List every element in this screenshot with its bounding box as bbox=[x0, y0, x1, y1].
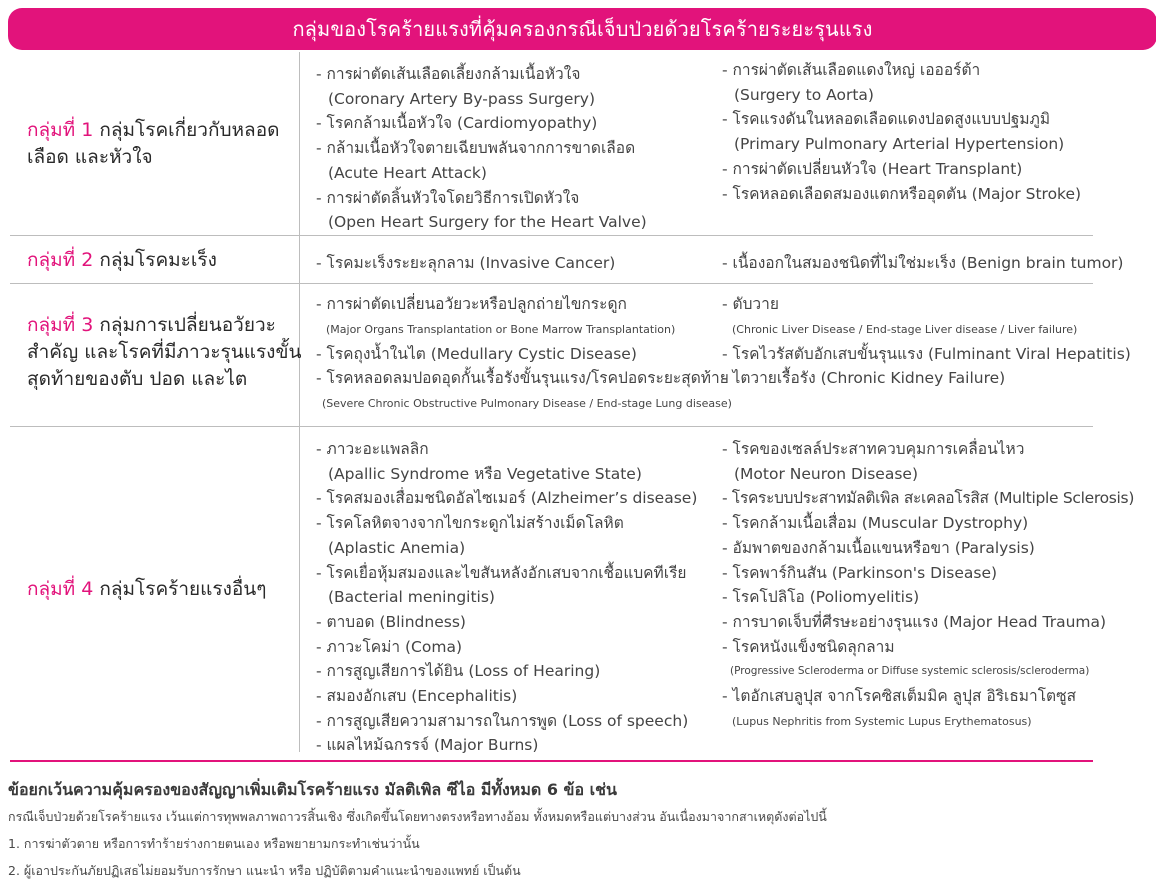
list-item: - การผ่าตัดเส้นเลือดแดงใหญ่ เอออร์ต้า bbox=[722, 61, 981, 79]
right-list bbox=[722, 437, 1134, 734]
group-title: กลุ่มโรคมะเร็ง bbox=[93, 248, 217, 271]
group-number: กลุ่มที่ 4 bbox=[27, 578, 94, 600]
list-item: - ตับวาย bbox=[722, 295, 779, 313]
list-item: - โรคถุงน้ำในไต (Medullary Cystic Disease) bbox=[316, 344, 637, 363]
list-item: (Coronary Artery By-pass Surgery) bbox=[328, 89, 595, 108]
list-item: (Primary Pulmonary Arterial Hypertension) bbox=[734, 135, 1065, 154]
group-row-3 bbox=[10, 284, 1131, 427]
group-number: กลุ่มที่ 2 bbox=[27, 248, 94, 271]
list-item: - โรคหลอดลมปอดอุดกั้นเรื้อรังขั้นรุนแรง/โรคปอดระยะสุดท้าย bbox=[316, 369, 729, 388]
list-item: - แผลไหม้ฉกรรจ์ (Major Burns) bbox=[316, 736, 539, 755]
group-number: กลุ่มที่ 3 bbox=[27, 313, 94, 336]
group-title: กลุ่มโรคเกี่ยวกับหลอดเลือด และหัวใจ bbox=[27, 119, 280, 168]
group-title: กลุ่มการเปลี่ยนอวัยวะสำคัญ และโรคที่มีภาวะรุนแรงขั้นสุดท้ายของตับ ปอด และไต bbox=[27, 313, 302, 390]
group-label-4 bbox=[27, 427, 299, 752]
list-item: - โรคระบบประสาทมัลติเพิล สะเคลอโรสิส (Multiple Sclerosis) bbox=[722, 489, 1135, 508]
right-list bbox=[722, 292, 1131, 391]
left-list bbox=[316, 292, 732, 416]
list-item: - การสูญเสียความสามารถในการพูด (Loss of speech) bbox=[316, 711, 689, 730]
column-divider bbox=[299, 52, 300, 236]
left-list bbox=[316, 251, 615, 276]
exclusion-item-2: 2. ผู้เอาประกันภัยปฏิเสธไม่ยอมรับการรักษา แนะนำ หรือ ปฏิบัติตามคำแนะนำของแพทย์ เป็นต้น bbox=[8, 863, 521, 878]
right-list bbox=[722, 251, 1123, 276]
list-item: - การผ่าตัดเปลี่ยนหัวใจ (Heart Transplant) bbox=[722, 159, 1023, 178]
group-title: กลุ่มโรคร้ายแรงอื่นๆ bbox=[93, 578, 267, 600]
group-row-1 bbox=[10, 52, 1093, 236]
list-item: - ภาวะโคม่า (Coma) bbox=[316, 637, 463, 656]
list-item: - ไตวายเรื้อรัง (Chronic Kidney Failure) bbox=[722, 369, 1006, 388]
list-item: (Major Organs Transplantation or Bone Marrow Transplantation) bbox=[326, 322, 676, 336]
group-label-3 bbox=[27, 290, 312, 414]
list-item: (Surgery to Aorta) bbox=[734, 85, 874, 104]
list-item: - ตาบอด (Blindness) bbox=[316, 612, 466, 631]
list-item: (Bacterial meningitis) bbox=[328, 588, 495, 607]
group-row-2 bbox=[10, 236, 1124, 284]
accent-divider bbox=[10, 760, 1093, 762]
table-header-bar bbox=[8, 8, 1156, 50]
list-item: (Aplastic Anemia) bbox=[328, 538, 466, 557]
list-item: (Severe Chronic Obstructive Pulmonary Disease / End-stage Lung disease) bbox=[322, 397, 732, 411]
list-item: - โรคแรงดันในหลอดเลือดแดงปอดสูงแบบปฐมภูมิ bbox=[722, 110, 1051, 129]
group-number: กลุ่มที่ 1 bbox=[27, 119, 94, 141]
list-item: - การสูญเสียการได้ยิน (Loss of Hearing) bbox=[316, 662, 601, 681]
column-divider bbox=[299, 427, 300, 752]
list-item: - โรคพาร์กินสัน (Parkinson's Disease) bbox=[722, 563, 998, 582]
list-item: - ไตอักเสบลูปุส จากโรคซิสเต็มมิค ลูปุส อิริเธมาโตซูส bbox=[722, 687, 1077, 706]
exclusions-title: ข้อยกเว้นความคุ้มครองของสัญญาเพิ่มเติมโรคร้ายแรง มัลติเพิล ซีไอ มีทั้งหมด 6 ข้อ เช่น bbox=[8, 780, 617, 799]
exclusions-intro: กรณีเจ็บป่วยด้วยโรคร้ายแรง เว้นแต่การทุพพลภาพถาวรสิ้นเชิง ซึ่งเกิดขึ้นโดยทางตรงหรือทางอ้อม ทั้งหมดหรือแต่บางส่วน อันเนื่องมาจากสาเหตุดังต่อไปนี้ bbox=[8, 809, 827, 824]
list-item: (Progressive Scleroderma or Diffuse systemic sclerosis/scleroderma) bbox=[730, 665, 1090, 678]
list-item: - โรคของเซลล์ประสาทควบคุมการเคลื่อนไหว bbox=[722, 440, 1025, 458]
list-item: - เนื้องอกในสมองชนิดที่ไม่ใช่มะเร็ง (Benign brain tumor) bbox=[722, 254, 1124, 272]
group-row-4 bbox=[10, 427, 1135, 755]
list-item: - กล้ามเนื้อหัวใจตายเฉียบพลันจากการขาดเลือด bbox=[316, 139, 636, 158]
list-item: (Chronic Liver Disease / End-stage Liver disease / Liver failure) bbox=[732, 322, 1078, 336]
left-list bbox=[316, 62, 647, 235]
list-item: - การผ่าตัดลิ้นหัวใจโดยวิธีการเปิดหัวใจ bbox=[316, 188, 580, 207]
list-item: - การผ่าตัดเปลี่ยนอวัยวะหรือปลูกถ่ายไขกระดูก bbox=[316, 295, 627, 313]
list-item: (Apallic Syndrome หรือ Vegetative State) bbox=[328, 464, 642, 483]
list-item: - โรคโปลิโอ (Poliomyelitis) bbox=[722, 588, 920, 607]
list-item: - โรคกล้ามเนื้อเสื่อม (Muscular Dystrophy) bbox=[722, 514, 1029, 533]
group-label-2 bbox=[27, 236, 299, 284]
list-item: - การผ่าตัดเส้นเลือดเลี้ยงกล้ามเนื้อหัวใจ bbox=[316, 65, 581, 83]
list-item: (Open Heart Surgery for the Heart Valve) bbox=[328, 213, 647, 232]
list-item: - โรคสมองเสื่อมชนิดอัลไซเมอร์ (Alzheimer’s disease) bbox=[316, 489, 698, 508]
left-list bbox=[316, 437, 697, 758]
list-item: - สมองอักเสบ (Encephalitis) bbox=[316, 687, 518, 706]
group-label-1 bbox=[27, 52, 299, 236]
list-item: (Lupus Nephritis from Systemic Lupus Erythematosus) bbox=[732, 715, 1032, 729]
list-item: (Motor Neuron Disease) bbox=[734, 464, 918, 483]
list-item: - โรคหลอดเลือดสมองแตกหรืออุดตัน (Major Stroke) bbox=[722, 184, 1082, 203]
list-item: (Acute Heart Attack) bbox=[328, 163, 487, 182]
exclusion-item-1: 1. การฆ่าตัวตาย หรือการทำร้ายร่างกายตนเอง หรือพยายามกระทำเช่นว่านั้น bbox=[8, 836, 420, 851]
list-item: - โรคหนังแข็งชนิดลุกลาม bbox=[722, 637, 895, 656]
list-item: - ภาวะอะแพลลิก bbox=[316, 440, 429, 458]
list-item: - โรคเยื่อหุ้มสมองและไขสันหลังอักเสบจากเชื้อแบคทีเรีย bbox=[316, 563, 687, 582]
table-title: กลุ่มของโรคร้ายแรงที่คุ้มครองกรณีเจ็บป่วยด้วยโรคร้ายระยะรุนแรง bbox=[292, 17, 873, 41]
list-item: - โรคโลหิตจางจากไขกระดูกไม่สร้างเม็ดโลหิต bbox=[316, 514, 624, 533]
list-item: - การบาดเจ็บที่ศีรษะอย่างรุนแรง (Major Head Trauma) bbox=[722, 612, 1107, 631]
list-item: - โรคมะเร็งระยะลุกลาม (Invasive Cancer) bbox=[316, 254, 616, 272]
list-item: - โรคไวรัสตับอักเสบขั้นรุนแรง (Fulminant Viral Hepatitis) bbox=[722, 344, 1131, 363]
list-item: - อัมพาตของกล้ามเนื้อแขนหรือขา (Paralysis) bbox=[722, 538, 1035, 557]
column-divider bbox=[299, 236, 300, 284]
list-item: - โรคกล้ามเนื้อหัวใจ (Cardiomyopathy) bbox=[316, 114, 598, 133]
right-list bbox=[722, 58, 1081, 206]
